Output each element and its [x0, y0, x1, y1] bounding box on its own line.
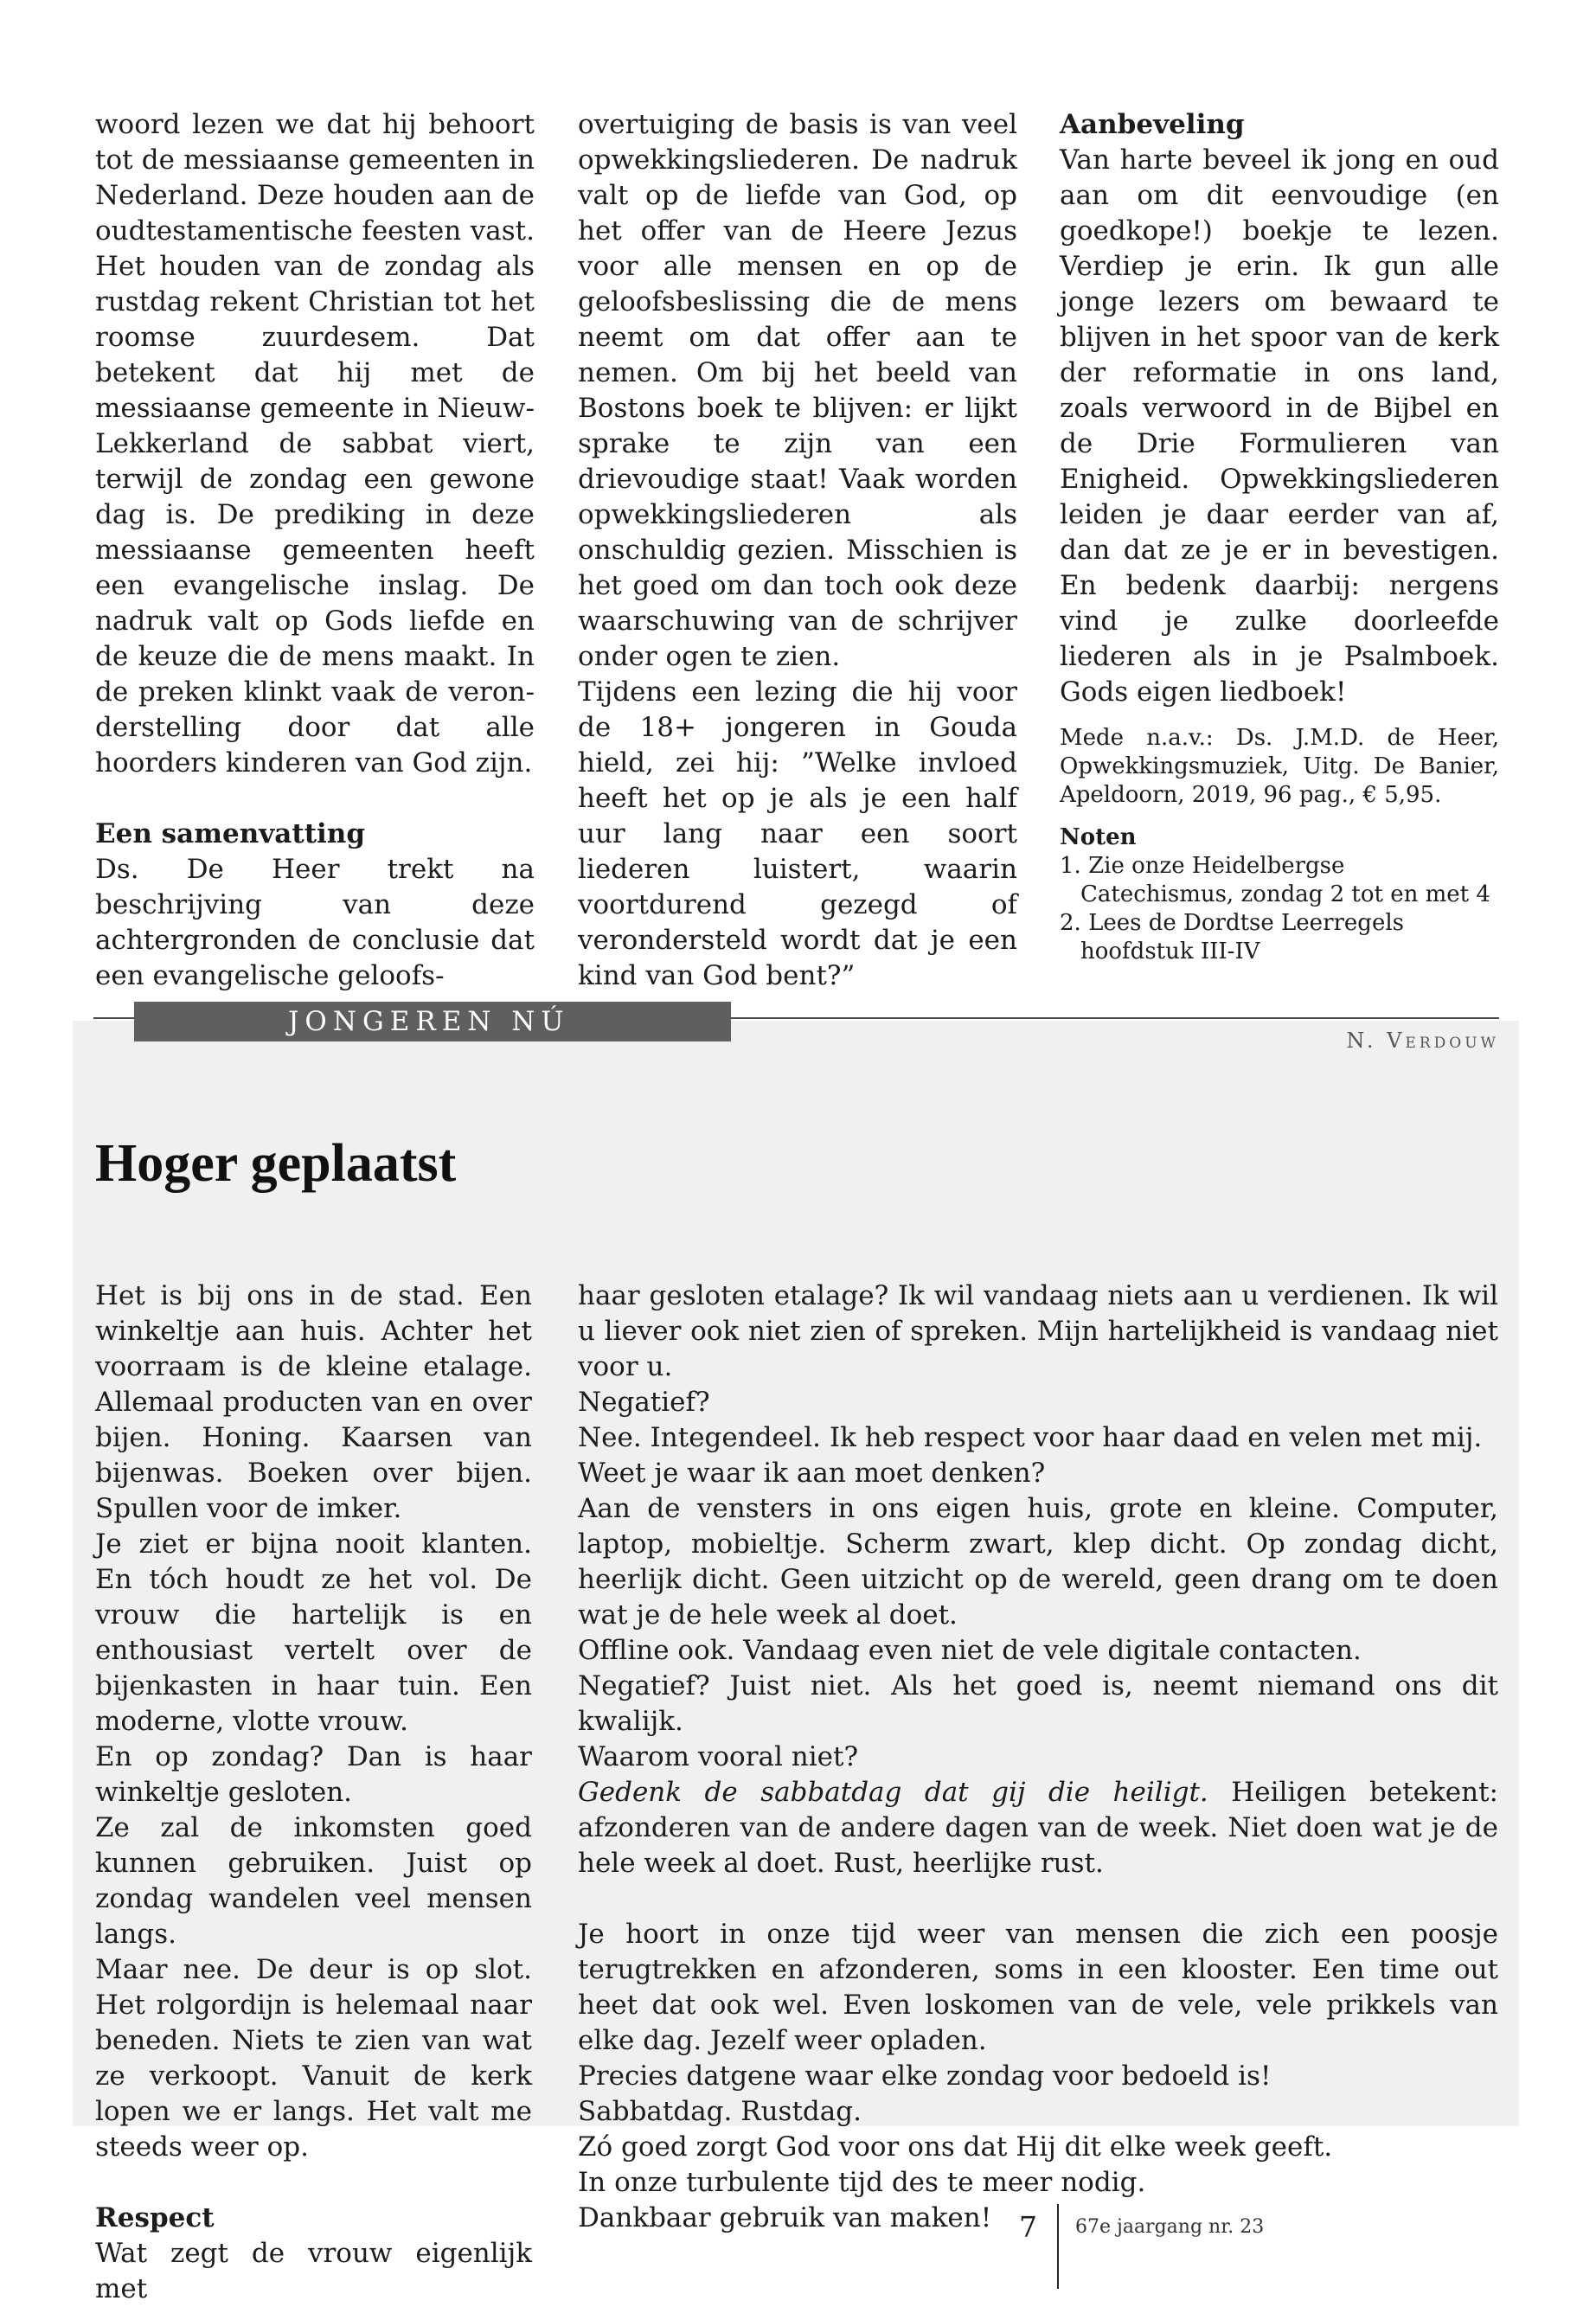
paragraph: Precies datgene waar elke zondag voor bedoeld is!	[578, 2060, 1272, 2092]
paragraph: Wat zegt de vrouw eigenlijk met	[95, 2238, 532, 2304]
section-heading: Respect	[95, 2202, 215, 2233]
paragraph: Negatief?	[578, 1387, 710, 1418]
footer-divider	[1057, 2204, 1059, 2289]
paragraph	[578, 1775, 1498, 1881]
notes	[1060, 823, 1499, 966]
notes-list	[1060, 852, 1499, 966]
paragraph: Dankbaar gebruik van maken!	[578, 2202, 992, 2233]
paragraph: In onze turbulente tijd des te meer nodig.	[578, 2167, 1146, 2198]
issue-label: 67e jaargang nr. 23	[1075, 2216, 1265, 2238]
author-name: N. Verdouw	[1346, 1029, 1499, 1053]
paragraph: Nee. Integendeel. Ik heb respect voor haar daad en velen met mij.	[578, 1422, 1483, 1453]
paragraph: Waarom vooral niet?	[578, 1741, 859, 1772]
note-item: 2. Lees de Dordtse Leerregels hoofdstuk III-IV	[1060, 910, 1404, 964]
paragraph: Negatief? Juist niet. Als het goed is, neemt niemand ons dit kwalijk.	[578, 1670, 1498, 1737]
section-heading: Een samenvatting	[95, 818, 366, 849]
paragraph: Aan de vensters in ons eigen huis, grote en kleine. Computer, laptop, mobieltje. Scherm zwart, klep dicht. Op zondag dicht, heerlijk dicht. Geen uitzicht op de wereld, geen drang om te doen wat je de hele week al doet.	[578, 1493, 1498, 1631]
article-title: Hoger geplaatst	[95, 1134, 457, 1193]
paragraph: Ze zal de inkomsten goed kunnen gebruiken. Juist op zondag wandelen veel mensen langs.	[95, 1812, 532, 1950]
top-column-3	[1060, 107, 1499, 966]
article-column-right	[578, 1278, 1498, 2236]
bible-quote: Gedenk de sabbatdag dat gij die heiligt.	[578, 1777, 1208, 1808]
note-item: 1. Zie onze Heidelbergse Catechismus, zondag 2 tot en met 4	[1060, 853, 1490, 907]
paragraph: Sabbatdag. Rustdag.	[578, 2096, 862, 2127]
article-column-left	[95, 1278, 532, 2307]
source-reference: Mede n.a.v.: Ds. J.M.D. de Heer, Opwekkingsmuziek, Uitg. De Banier, Apeldoorn, 2019, 96 pag., € 5,95.	[1060, 725, 1499, 808]
paragraph: Van harte beveel ik jong en oud aan om dit eenvoudige (en goedkope!) boekje te lezen. Verdiep je erin. Ik gun alle jonge lezers om bewaard te blijven in het spoor van de kerk der reformatie in ons land, zoals verwoord in de Bijbel en de Drie Formulieren van Enigheid. Opwekkingsliederen leiden je daar eerder van af, dan dat ze je er in bevestigen. En bedenk daarbij: nergens vind je zulke doorleefde liederen als in je Psalmboek. Gods eigen liedboek!	[1060, 144, 1499, 708]
paragraph: Je ziet er bijna nooit klanten. En tóch houdt ze het vol. De vrouw die hartelijk is en enthousiast vertelt over de bijenkasten in haar tuin. Een moderne, vlotte vrouw.	[95, 1528, 532, 1737]
top-column-1	[95, 107, 535, 994]
paragraph: Zó goed zorgt God voor ons dat Hij dit elke week geeft.	[578, 2131, 1333, 2163]
section-banner: JONGEREN NÚ	[134, 1002, 731, 1041]
paragraph: Je hoort in onze tijd weer van mensen die zich een poosje terugtrekken en afzonderen, soms in een klooster. Een time out heet dat ook wel. Even loskomen van de vele, vele prikkels van elke dag. Jezelf weer opladen.	[578, 1919, 1498, 2056]
paragraph: Het is bij ons in de stad. Een winkeltje aan huis. Achter het voorraam is de kleine etalage. Allemaal producten van en over bijen. Honing. Kaarsen van bijenwas. Boeken over bijen. Spullen voor de imker.	[95, 1280, 532, 1524]
paragraph: haar gesloten etalage? Ik wil vandaag niets aan u verdienen. Ik wil u liever ook niet zien of spreken. Mijn hartelijkheid is vandaag niet voor u.	[578, 1280, 1498, 1382]
top-column-2	[578, 107, 1017, 994]
notes-title: Noten	[1060, 824, 1137, 850]
section-heading: Aanbeveling	[1060, 109, 1245, 140]
page-number: 7	[1019, 2210, 1037, 2244]
paragraph: Offline ook. Vandaag even niet de vele digitale contacten.	[578, 1635, 1362, 1666]
paragraph: Ds. De Heer trekt na beschrijving van deze achtergronden de conclusie dat een evangelische geloofs-	[95, 854, 535, 991]
paragraph: overtuiging de basis is van veel opwekkingsliederen. De nadruk valt op de liefde van God, op het offer van de Heere Jezus voor alle mensen en op de geloofsbeslissing die de mens neemt om dat offer aan te nemen. Om bij het beeld van Bostons boek te blijven: er lijkt sprake te zijn van een drievoudige staat! Vaak worden opwekkingsliederen als onschuldig gezien. Misschien is het goed om dan toch ook deze waarschuwing van de schrijver onder ogen te zien.	[578, 109, 1017, 672]
paragraph: Tijdens een lezing die hij voor de 18+ jongeren in Gouda hield, zei hij: ”Welke invloed heeft het op je als je een half uur lang naar een soort liederen luistert, waarin voortdurend gezegd of verondersteld wordt dat je een kind van God bent?”	[578, 676, 1017, 991]
paragraph: Weet je waar ik aan moet denken?	[578, 1458, 1046, 1489]
quote-continuation: Heiligen betekent: afzonderen van de andere dagen van de week. Niet doen wat je de hele week al doet. Rust, heerlijke rust.	[578, 1777, 1498, 1879]
paragraph: Maar nee. De deur is op slot. Het rolgordijn is helemaal naar beneden. Niets te zien van wat ze verkoopt. Vanuit de kerk lopen we er langs. Het valt me steeds weer op.	[95, 1954, 532, 2163]
paragraph: woord lezen we dat hij behoort tot de messiaanse gemeenten in Nederland. Deze houden aan de oudtestamentische feesten vast. Het houden van de zondag als rustdag rekent Christian tot het roomse zuurdesem. Dat betekent dat hij met de messiaanse gemeente in Nieuw-Lekkerland de sabbat viert, terwijl de zondag een gewone dag is. De prediking in deze messiaanse gemeenten heeft een evangelische inslag. De nadruk valt op Gods liefde en de keuze die de mens maakt. In de preken klinkt vaak de veronderstelling door dat alle hoorders kinderen van God zijn.	[95, 109, 535, 779]
paragraph: En op zondag? Dan is haar winkeltje gesloten.	[95, 1741, 532, 1808]
